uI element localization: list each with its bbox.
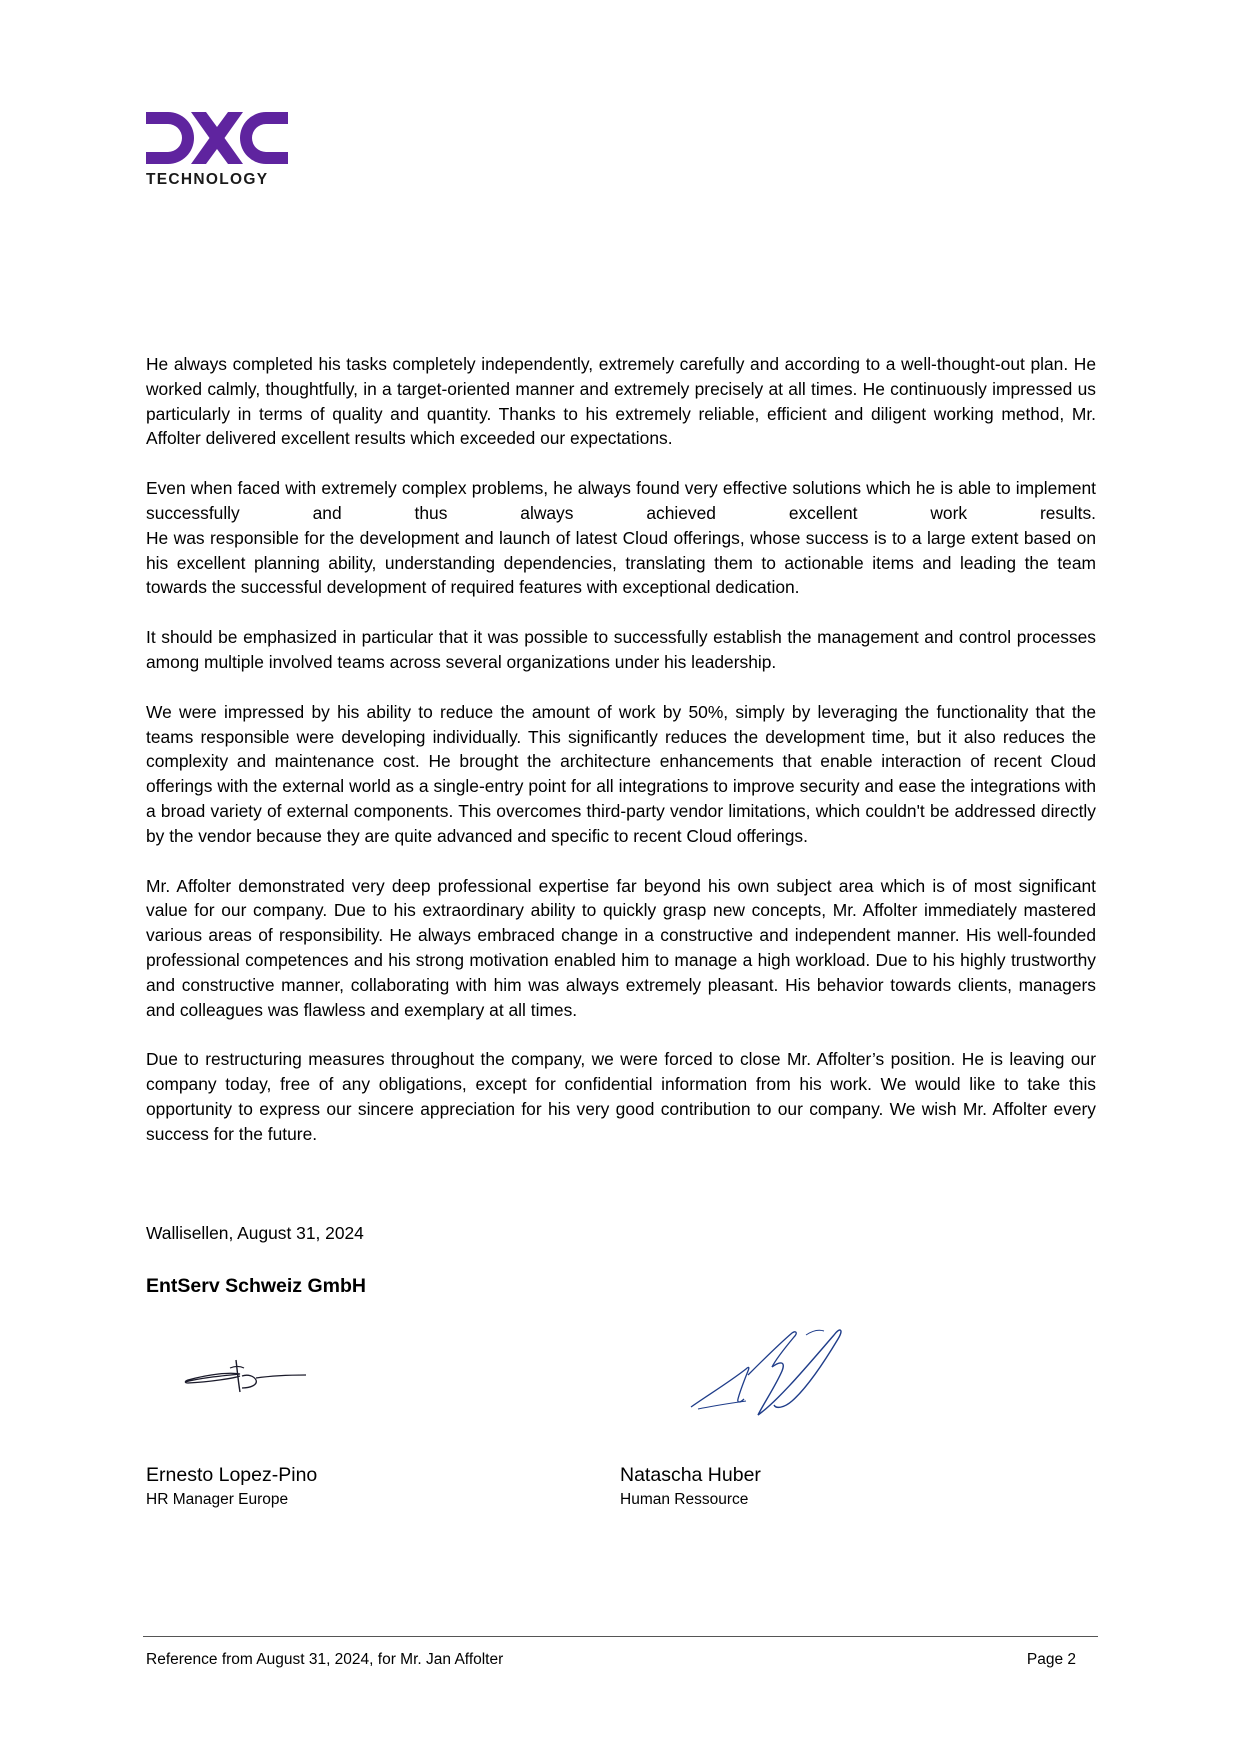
- signer-name: Ernesto Lopez-Pino: [146, 1464, 318, 1486]
- signer-title: Human Ressource: [620, 1491, 749, 1508]
- letter-body: [146, 352, 1096, 1172]
- page-number: Page 2: [1026, 1651, 1076, 1668]
- signer-left: [146, 1463, 317, 1511]
- signer-right: [620, 1463, 761, 1511]
- paragraph-restructuring: Due to restructuring measures throughout the company, we were forced to close Mr. Affolter’s position. He is leaving our company today, free of any obligations, except for confidential information from his work. We would like to take this opportunity to express our sincere appreciation for his very good contribution to our company. We wish Mr. Affolter every success for the future.: [146, 1049, 1096, 1144]
- dxc-logo-icon: [146, 112, 288, 166]
- place-and-date: Wallisellen, August 31, 2024: [146, 1223, 364, 1243]
- signer-name: Natascha Huber: [620, 1464, 761, 1486]
- paragraph-work-reduction: We were impressed by his ability to reduce the amount of work by 50%, simply by leveraging the functionality that the teams responsible were developing individually. This significantly reduces the development time, but it also reduces the complexity and maintenance cost. He brought the architecture enhancements that enable interaction of recent Cloud offerings with the external world as a single-entry point for all integrations to improve security and ease the integrations with a broad variety of external components. This overcomes third-party vendor limitations, which couldn't be addressed directly by the vendor because they are quite advanced and specific to recent Cloud offerings.: [146, 701, 1096, 846]
- signature-left-icon: [180, 1352, 310, 1407]
- footer-reference: Reference from August 31, 2024, for Mr. Jan Affolter: [146, 1651, 504, 1668]
- paragraph-management-processes: It should be emphasized in particular that it was possible to successfully establish the management and control processes among multiple involved teams across several organizations under his leadership.: [146, 627, 1096, 672]
- company-name: EntServ Schweiz GmbH: [146, 1275, 366, 1297]
- signature-right-icon: [688, 1325, 848, 1425]
- footer-divider: [143, 1636, 1098, 1637]
- paragraph-complex-problems: Even when faced with extremely complex problems, he always found very effective solutions which he is able to implement successfully and thus always achieved excellent work results.: [146, 478, 1096, 523]
- paragraph-work-method: He always completed his tasks completely independently, extremely carefully and according to a well-thought-out plan. He worked calmly, thoughtfully, in a target-oriented manner and extremely precisely at all times. He continuously impressed us particularly in terms of quality and quantity. Thanks to his extremely reliable, efficient and diligent working method, Mr. Affolter delivered excellent results which exceeded our expectations.: [146, 354, 1096, 449]
- logo-subtitle: TECHNOLOGY: [146, 171, 269, 188]
- company-logo: [146, 112, 288, 189]
- signer-title: HR Manager Europe: [146, 1491, 289, 1508]
- paragraph-cloud-offerings: He was responsible for the development and launch of latest Cloud offerings, whose success is to a large extent based on his excellent planning ability, understanding dependencies, translating them to actionable items and leading the team towards the successful development of required features with exceptional dedication.: [146, 527, 1096, 598]
- paragraph-expertise: Mr. Affolter demonstrated very deep professional expertise far beyond his own subject area which is of most significant value for our company. Due to his extraordinary ability to quickly grasp new concepts, Mr. Affolter immediately mastered various areas of responsibility. He always embraced change in a constructive and independent manner. His well-founded professional competences and his strong motivation enabled him to manage a high workload. Due to his highly trustworthy and constructive manner, collaborating with him was always extremely pleasant. His behavior towards clients, managers and colleagues was flawless and exemplary at all times.: [146, 875, 1096, 1020]
